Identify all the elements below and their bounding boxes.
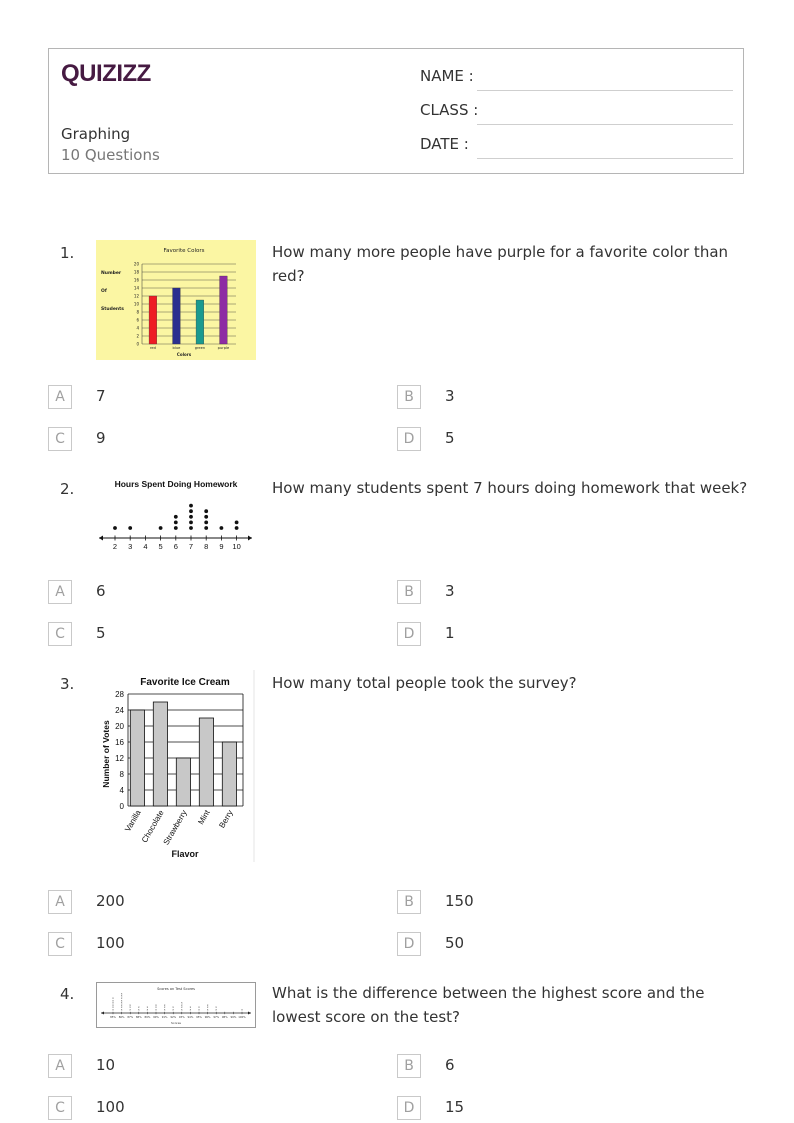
choice-text: 3 xyxy=(445,387,455,405)
chart-title: Favorite Colors xyxy=(163,248,205,254)
homework-dot-plot xyxy=(96,474,256,554)
choice-letter: C xyxy=(48,427,72,451)
question-3-image xyxy=(96,670,256,862)
y-tick-label: 20 xyxy=(133,261,139,267)
data-mark: x xyxy=(112,997,114,1000)
y-tick-label: 8 xyxy=(119,770,124,779)
tick-label: 96% xyxy=(204,1016,211,1019)
y-tick-label: 16 xyxy=(115,738,124,747)
data-mark: x xyxy=(120,992,123,996)
y-tick-label: 2 xyxy=(136,333,139,339)
data-mark: x xyxy=(120,994,123,998)
tick-label: 98% xyxy=(221,1016,228,1019)
y-tick-label: 18 xyxy=(133,269,139,275)
choice-letter: D xyxy=(397,622,421,646)
y-tick-label: 8 xyxy=(136,309,139,315)
y-label-line-1: Number xyxy=(101,271,122,276)
bar-berry xyxy=(222,742,236,806)
logo-text: QUIZIZZ xyxy=(61,60,151,87)
bar-purple xyxy=(220,276,228,344)
right-arrow xyxy=(248,1012,251,1015)
left-arrow xyxy=(99,536,103,541)
choice-letter: C xyxy=(48,932,72,956)
x-tick-label: blue xyxy=(172,346,181,350)
data-dot xyxy=(189,515,193,519)
worksheet-header xyxy=(48,48,744,174)
data-mark: x xyxy=(138,1008,140,1012)
data-mark: x xyxy=(120,1006,123,1010)
choice-text: 50 xyxy=(445,934,465,952)
question-text: What is the difference between the highest score and the lowest score on the test? xyxy=(272,984,705,1026)
choice-text: 1 xyxy=(445,624,455,642)
choice-text: 6 xyxy=(96,582,106,600)
data-dot xyxy=(204,509,208,513)
y-tick-label: 4 xyxy=(119,786,124,795)
data-dot xyxy=(204,526,208,530)
left-arrow xyxy=(101,1012,104,1015)
tick-label: 87% xyxy=(127,1016,134,1019)
data-mark: x xyxy=(189,1008,192,1012)
data-mark: x xyxy=(129,1003,131,1007)
x-tick-label: Berry xyxy=(217,808,235,830)
choice-text: 150 xyxy=(445,892,474,910)
data-mark: x xyxy=(206,1003,209,1007)
choice-letter: D xyxy=(397,427,421,451)
tick-label: 93% xyxy=(178,1016,185,1019)
data-dot xyxy=(235,526,239,530)
data-mark: x xyxy=(206,1008,209,1012)
bar-strawberry xyxy=(176,758,190,806)
tick-label: 9 xyxy=(219,542,224,551)
choice-letter: B xyxy=(397,1054,421,1078)
question-text: How many more people have purple for a favorite color than red? xyxy=(272,243,729,285)
data-mark: x xyxy=(181,1001,183,1005)
data-dot xyxy=(174,521,178,525)
data-dot xyxy=(189,526,193,530)
question-2-image xyxy=(96,474,256,554)
choice-letter: D xyxy=(397,1096,421,1120)
data-dot xyxy=(220,526,224,530)
tick-label: 94% xyxy=(187,1016,194,1019)
tick-label: 86% xyxy=(118,1016,125,1019)
tick-label: 5 xyxy=(158,542,163,551)
class-line[interactable] xyxy=(477,124,733,125)
choice-text: 10 xyxy=(96,1056,116,1074)
y-tick-label: 12 xyxy=(133,293,139,299)
tick-label: 100% xyxy=(238,1016,246,1019)
data-mark: x xyxy=(215,1008,217,1012)
class-label: CLASS : xyxy=(420,101,479,119)
data-mark: x xyxy=(155,1003,157,1007)
data-mark: x xyxy=(120,997,123,1000)
name-field-row xyxy=(420,67,733,91)
data-mark: x xyxy=(155,1006,157,1010)
data-mark: x xyxy=(129,1006,131,1010)
x-tick-label: Mint xyxy=(196,808,212,827)
y-tick-label: 6 xyxy=(136,317,139,323)
data-mark: x xyxy=(120,1003,123,1007)
data-mark: x xyxy=(172,1006,174,1010)
tick-label: 8 xyxy=(204,542,209,551)
data-dot xyxy=(189,504,193,508)
data-mark: x xyxy=(163,1006,166,1010)
x-axis-label: Scores xyxy=(171,1021,181,1025)
x-tick-label: Strawberry xyxy=(161,808,189,847)
data-mark: x xyxy=(181,1008,183,1012)
choice-text: 15 xyxy=(445,1098,465,1116)
date-field-row xyxy=(420,135,733,159)
favorite-colors-bar-chart xyxy=(96,240,256,360)
class-field-row xyxy=(420,101,733,125)
choice-text: 200 xyxy=(96,892,125,910)
x-axis-label: Flavor xyxy=(171,849,199,859)
choice-letter: B xyxy=(397,385,421,409)
data-dot xyxy=(235,521,239,525)
question-text: How many total people took the survey? xyxy=(272,674,577,692)
name-line[interactable] xyxy=(477,90,733,91)
data-mark: x xyxy=(112,1008,114,1012)
data-mark: x xyxy=(189,1006,192,1010)
y-tick-label: 12 xyxy=(115,754,124,763)
tick-label: 2 xyxy=(112,542,118,551)
bar-mint xyxy=(199,718,213,806)
data-mark: x xyxy=(172,1008,174,1012)
choice-letter: D xyxy=(397,932,421,956)
y-axis-label: Number of Votes xyxy=(101,720,111,788)
question-number: 4. xyxy=(60,985,75,1003)
choice-letter: C xyxy=(48,1096,72,1120)
question-4-image xyxy=(96,982,256,1028)
ice-cream-bar-chart xyxy=(96,670,256,862)
choice-letter: B xyxy=(397,580,421,604)
data-dot xyxy=(174,515,178,519)
data-mark: x xyxy=(146,1006,149,1010)
bar-blue xyxy=(173,288,181,344)
chart-title: Hours Spent Doing Homework xyxy=(114,479,238,489)
choice-text: 100 xyxy=(96,934,125,952)
data-mark: x xyxy=(120,1001,123,1005)
y-tick-label: 0 xyxy=(136,341,139,347)
data-mark: x xyxy=(163,1003,166,1007)
y-tick-label: 20 xyxy=(115,722,124,731)
data-dot xyxy=(128,526,132,530)
question-number: 2. xyxy=(60,480,75,498)
tick-label: 7 xyxy=(188,542,194,551)
chart-title: Favorite Ice Cream xyxy=(140,677,230,688)
tick-label: 92% xyxy=(170,1016,177,1019)
tick-label: 91% xyxy=(161,1016,168,1019)
x-tick-label: red xyxy=(149,346,156,350)
x-tick-label: Vanilla xyxy=(123,808,143,834)
name-label: NAME : xyxy=(420,67,474,85)
data-mark: x xyxy=(241,1008,243,1012)
y-tick-label: 0 xyxy=(119,802,124,811)
choice-letter: A xyxy=(48,1054,72,1078)
data-mark: x xyxy=(215,1006,217,1010)
x-tick-label: purple xyxy=(217,346,230,350)
tick-label: 6 xyxy=(173,542,178,551)
question-number: 3. xyxy=(60,675,75,693)
data-mark: x xyxy=(198,1006,200,1010)
y-tick-label: 24 xyxy=(115,706,124,715)
data-mark: x xyxy=(112,1001,114,1005)
data-dot xyxy=(204,515,208,519)
data-mark: x xyxy=(112,1003,114,1007)
x-axis-label: Colors xyxy=(176,352,192,357)
bar-green xyxy=(196,300,204,344)
data-mark: x xyxy=(181,1003,183,1007)
choice-text: 5 xyxy=(445,429,455,447)
x-tick-label: green xyxy=(194,346,206,350)
choice-text: 6 xyxy=(445,1056,455,1074)
data-mark: x xyxy=(206,1006,209,1010)
bar-vanilla xyxy=(130,710,144,806)
question-count: 10 Questions xyxy=(61,146,160,164)
choice-letter: A xyxy=(48,385,72,409)
x-tick-label: Chocolate xyxy=(139,808,166,845)
tick-label: 97% xyxy=(213,1016,220,1019)
bar-chocolate xyxy=(153,702,167,806)
y-tick-label: 28 xyxy=(115,690,124,699)
y-tick-label: 10 xyxy=(133,301,139,307)
choice-letter: A xyxy=(48,580,72,604)
choice-letter: C xyxy=(48,622,72,646)
choice-text: 100 xyxy=(96,1098,125,1116)
y-tick-label: 4 xyxy=(136,325,139,331)
data-mark: x xyxy=(120,999,123,1003)
data-dot xyxy=(159,526,163,530)
tick-label: 88% xyxy=(135,1016,142,1019)
data-dot xyxy=(174,526,178,530)
y-tick-label: 16 xyxy=(133,277,139,283)
tick-label: 99% xyxy=(230,1016,237,1019)
choice-letter: B xyxy=(397,890,421,914)
data-mark: x xyxy=(138,1006,140,1010)
quizizz-logo xyxy=(61,57,161,93)
data-mark: x xyxy=(112,1006,114,1010)
choice-text: 7 xyxy=(96,387,106,405)
date-label: DATE : xyxy=(420,135,469,153)
data-dot xyxy=(204,521,208,525)
data-mark: x xyxy=(181,1006,183,1010)
choice-text: 9 xyxy=(96,429,106,447)
tick-label: 4 xyxy=(143,542,148,551)
date-line[interactable] xyxy=(477,158,733,159)
data-mark: x xyxy=(163,1008,166,1012)
chart-title: Scores on Test Scores xyxy=(157,987,195,991)
tick-label: 90% xyxy=(153,1016,159,1019)
test-scores-dot-plot xyxy=(97,983,255,1027)
data-mark: x xyxy=(120,1008,123,1012)
question-text: How many students spent 7 hours doing homework that week? xyxy=(272,479,748,497)
data-dot xyxy=(189,509,193,513)
tick-label: 3 xyxy=(128,542,133,551)
question-number: 1. xyxy=(60,244,75,262)
data-mark: x xyxy=(112,999,114,1003)
right-arrow xyxy=(248,536,252,541)
data-mark: x xyxy=(198,1008,200,1012)
worksheet-title: Graphing xyxy=(61,125,131,143)
choice-text: 3 xyxy=(445,582,455,600)
question-1-image xyxy=(96,240,256,360)
tick-label: 10 xyxy=(232,542,241,551)
data-mark: x xyxy=(146,1008,149,1012)
y-label-line-2: Of xyxy=(101,289,107,294)
bar-red xyxy=(149,296,157,344)
data-dot xyxy=(189,521,193,525)
tick-label: 95% xyxy=(196,1016,202,1019)
choice-letter: A xyxy=(48,890,72,914)
choice-text: 5 xyxy=(96,624,106,642)
data-mark: x xyxy=(155,1008,157,1012)
data-dot xyxy=(113,526,117,530)
y-label-line-3: Students xyxy=(101,307,124,312)
y-tick-label: 14 xyxy=(133,285,139,291)
data-mark: x xyxy=(129,1008,131,1012)
tick-label: 89% xyxy=(144,1016,151,1019)
tick-label: 85% xyxy=(110,1016,116,1019)
